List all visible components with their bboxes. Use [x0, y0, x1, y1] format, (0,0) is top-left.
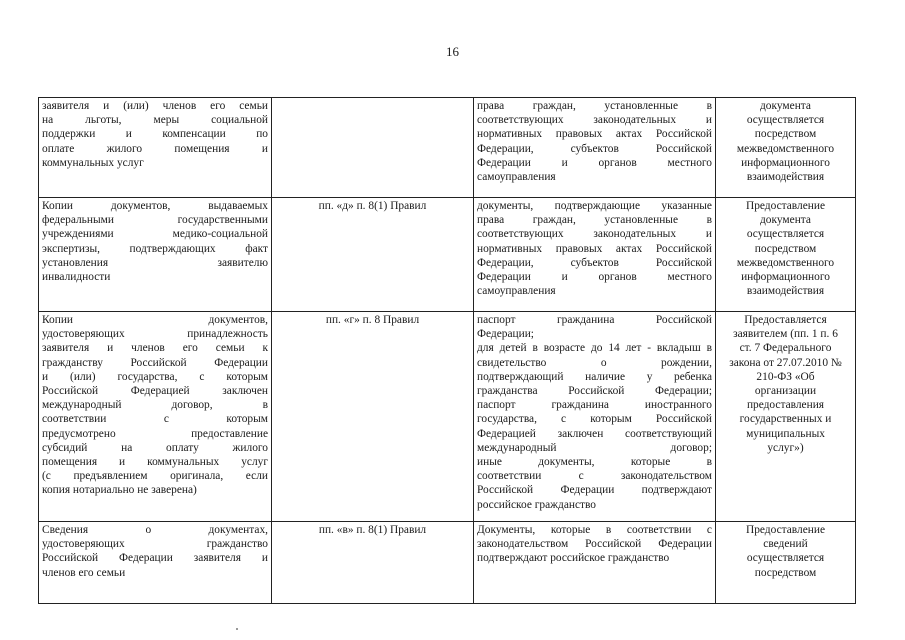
- cell-text-line: соответствии с законодательством: [477, 470, 712, 483]
- cell-text-line: межведомственного: [736, 256, 835, 269]
- document-name-cell: [39, 98, 272, 198]
- table-body: [39, 98, 856, 604]
- cell-text-line: информационного: [741, 156, 830, 169]
- cell-text-line: паспорт гражданина иностранного: [477, 399, 712, 412]
- cell-text-line: Предоставляется: [744, 314, 827, 326]
- legal-basis-cell: [272, 98, 474, 198]
- cell-text-line: взаимодействия: [746, 285, 825, 298]
- document-details-cell: [474, 312, 716, 522]
- cell-text-line: документа: [760, 100, 811, 112]
- cell-text-line: права граждан, установленные в: [477, 100, 712, 112]
- cell-text-line: федеральными государственными: [42, 214, 268, 227]
- cell-text-line: удостоверяющих принадлежность: [42, 328, 268, 341]
- cell-text-line: Федерации, субъектов Российской: [477, 142, 712, 155]
- cell-text-line: учреждениями медико-социальной: [42, 228, 268, 241]
- scan-speck: [236, 628, 238, 630]
- cell-text-line: информационного: [741, 271, 830, 284]
- cell-text-line: заявителем (пп. 1 п. 6: [733, 328, 838, 341]
- document-details-cell: [474, 198, 716, 312]
- document-name-cell: [39, 522, 272, 604]
- cell-text-line: нормативных правовых актах Российской: [477, 128, 712, 141]
- cell-text-line: взаимодействия: [746, 171, 825, 184]
- cell-text-line: посредством: [754, 128, 817, 141]
- cell-text-line: Предоставление: [745, 524, 826, 536]
- page-number: 16: [446, 44, 459, 59]
- table-row: [39, 522, 856, 604]
- table-row: [39, 198, 856, 312]
- cell-text-line: экспертизы, подтверждающих факт: [42, 242, 268, 255]
- cell-text-line: Федерации, субъектов Российской: [477, 256, 712, 269]
- cell-text-line: подтверждающий наличие у ребенка: [477, 370, 712, 383]
- cell-text-line: соответствующих законодательных и: [477, 228, 712, 241]
- cell-text-line: заявителя и членов его семьи к: [42, 342, 268, 355]
- cell-text-line: Сведения о документах,: [42, 524, 268, 536]
- cell-text-line: гражданства Российской Федерации;: [477, 385, 712, 398]
- provision-method-cell: [716, 522, 856, 604]
- cell-text-line: для детей в возрасте до 14 лет - вкладыш в: [477, 342, 712, 355]
- provision-method-cell: [716, 198, 856, 312]
- provision-method-cell: [716, 98, 856, 198]
- cell-text-line: оплате жилого помещения и: [42, 142, 268, 155]
- cell-text-line: соответствии с которым: [42, 413, 268, 426]
- cell-text-line: муниципальных: [746, 427, 825, 440]
- cell-text-line: на льготы, меры социальной: [42, 114, 268, 127]
- cell-text-line: международный договор, в: [42, 399, 268, 412]
- cell-text-line: Федерации и органов местного: [477, 156, 712, 169]
- cell-text-line: пп. «г» п. 8 Правил: [325, 314, 420, 326]
- cell-text-line: посредством: [754, 242, 817, 255]
- cell-text-line: Документы, которые в соответствии с: [477, 524, 712, 536]
- cell-text-line: международный договор;: [477, 441, 712, 454]
- legal-basis-cell: [272, 198, 474, 312]
- cell-text-line: Российской Федерацией заключен: [42, 385, 268, 398]
- document-details-cell: [474, 522, 716, 604]
- cell-text-line: (с предъявлением оригинала, если: [42, 470, 268, 483]
- document-name-cell: [39, 198, 272, 312]
- cell-text-line: посредством: [754, 566, 817, 579]
- cell-text-line: предоставления: [746, 399, 825, 412]
- cell-text-line: межведомственного: [736, 142, 835, 155]
- cell-text-line: подтверждают российское гражданство: [477, 552, 670, 565]
- cell-text-line: права граждан, установленные в: [477, 214, 712, 227]
- cell-text-line: Федерацией заключен соответствующий: [477, 427, 712, 440]
- cell-text-line: членов его семьи: [42, 566, 126, 579]
- table-row: [39, 98, 856, 198]
- cell-text-line: Предоставление: [745, 200, 826, 212]
- cell-text-line: пп. «в» п. 8(1) Правил: [318, 524, 427, 536]
- cell-text-line: субсидий на оплату жилого: [42, 441, 268, 454]
- cell-text-line: пп. «д» п. 8(1) Правил: [318, 200, 427, 212]
- cell-text-line: самоуправления: [477, 171, 556, 184]
- cell-text-line: осуществляется: [746, 114, 825, 127]
- cell-text-line: предусмотрено предоставление: [42, 427, 268, 440]
- documents-table: [38, 97, 856, 604]
- cell-text-line: самоуправления: [477, 285, 556, 298]
- cell-text-line: соответствующих законодательных и: [477, 114, 712, 127]
- cell-text-line: организации: [754, 385, 817, 398]
- cell-text-line: заявителя и (или) членов его семьи: [42, 100, 268, 112]
- cell-text-line: Российской Федерации подтверждают: [477, 484, 712, 497]
- cell-text-line: документы, подтверждающие указанные: [477, 200, 712, 212]
- cell-text-line: паспорт гражданина Российской: [477, 314, 712, 326]
- cell-text-line: документа: [760, 214, 811, 227]
- cell-text-line: удостоверяющих гражданство: [42, 538, 268, 551]
- cell-text-line: государства, с которым Российской: [477, 413, 712, 426]
- cell-text-line: Копии документов,: [42, 314, 268, 326]
- cell-text-line: помещения и коммунальных услуг: [42, 456, 268, 469]
- legal-basis-cell: [272, 312, 474, 522]
- provision-method-cell: [716, 312, 856, 522]
- cell-text-line: нормативных правовых актах Российской: [477, 242, 712, 255]
- cell-text-line: коммунальных услуг: [42, 156, 144, 169]
- cell-text-line: российское гражданство: [477, 498, 596, 511]
- cell-text-line: иные документы, которые в: [477, 456, 712, 469]
- cell-text-line: поддержки и компенсации по: [42, 128, 268, 141]
- cell-text-line: и (или) государства, с которым: [42, 370, 268, 383]
- cell-text-line: свидетельство о рождении,: [477, 356, 712, 369]
- cell-text-line: Копии документов, выдаваемых: [42, 200, 268, 212]
- document-name-cell: [39, 312, 272, 522]
- cell-text-line: инвалидности: [42, 271, 111, 284]
- cell-text-line: осуществляется: [746, 228, 825, 241]
- cell-text-line: закона от 27.07.2010 №: [729, 356, 842, 369]
- cell-text-line: установления заявителю: [42, 256, 268, 269]
- cell-text-line: осуществляется: [746, 552, 825, 565]
- cell-text-line: Российской Федерации заявителя и: [42, 552, 268, 565]
- legal-basis-cell: [272, 522, 474, 604]
- cell-text-line: услуг»): [767, 441, 804, 454]
- cell-text-line: законодательством Российской Федерации: [477, 538, 712, 551]
- cell-text-line: сведений: [763, 538, 808, 551]
- cell-text-line: 210-ФЗ «Об: [756, 370, 815, 383]
- cell-text-line: гражданству Российской Федерации: [42, 356, 268, 369]
- cell-text-line: Федерации;: [477, 328, 534, 341]
- cell-text-line: Федерации и органов местного: [477, 271, 712, 284]
- cell-text-line: копия нотариально не заверена): [42, 484, 197, 497]
- table-row: [39, 312, 856, 522]
- cell-text-line: ст. 7 Федерального: [739, 342, 832, 355]
- document-details-cell: [474, 98, 716, 198]
- cell-text-line: государственных и: [739, 413, 832, 426]
